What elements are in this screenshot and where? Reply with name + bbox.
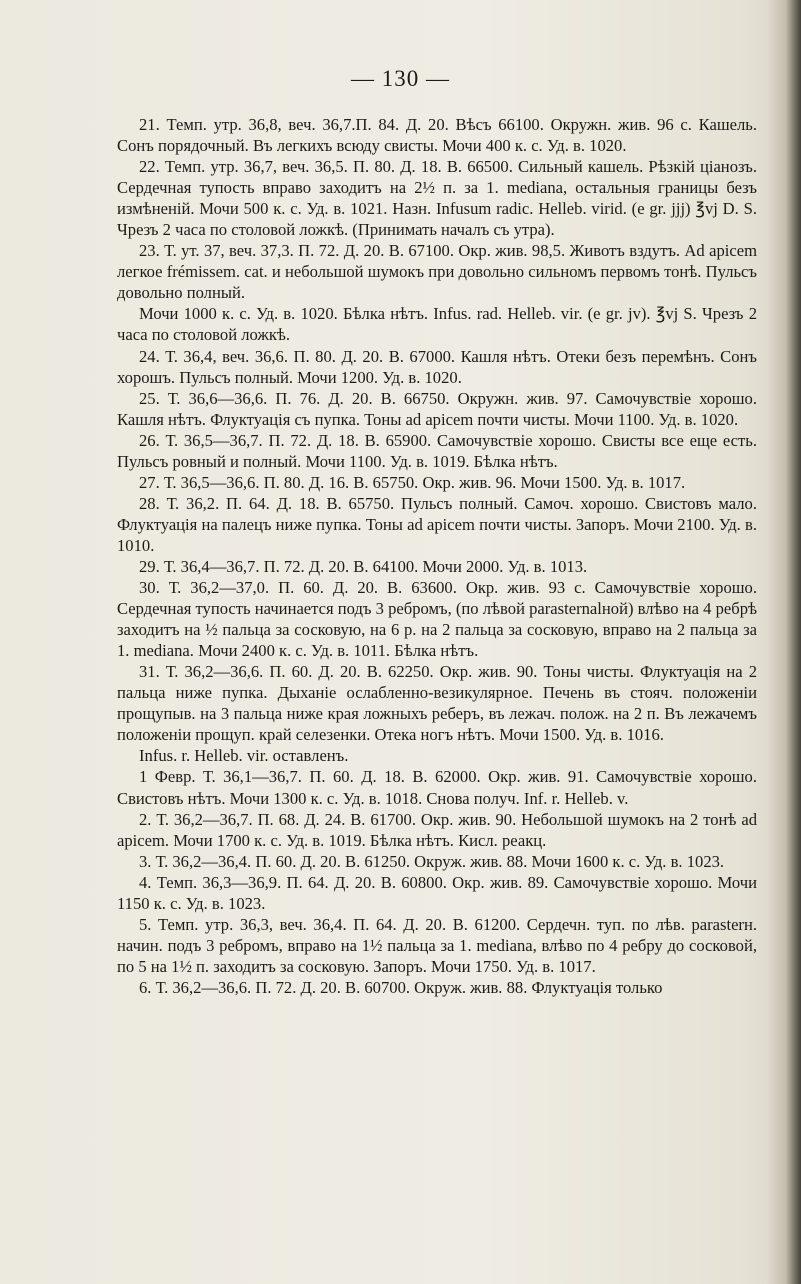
paragraph-entry-24: 24. Т. 36,4, веч. 36,6. П. 80. Д. 20. В. 67000. Кашля нѣтъ. Отеки безъ перемѣнъ. Сонъ хорошъ. Пульсъ полный. Мочи 1200. Уд. в. 1020.: [117, 346, 757, 387]
paragraph-feb-3: 3. Т. 36,2—36,4. П. 60. Д. 20. В. 61250. Окруж. жив. 88. Мочи 1600 к. с. Уд. в. 1023.: [139, 851, 725, 871]
page-number: — 130 —: [351, 66, 450, 91]
paragraph-infusion-note: Infus. r. Helleb. vir. оставленъ.: [139, 746, 349, 766]
paragraph-entry-23-cont: Мочи 1000 к. с. Уд. в. 1020. Бѣлка нѣтъ. Infus. rad. Helleb. vir. (e gr. jv). ℥vj S. Чрезъ 2 часа по столовой ложкѣ.: [117, 304, 757, 345]
paragraph-entry-31: 31. Т. 36,2—36,6. П. 60. Д. 20. В. 62250. Окр. жив. 90. Тоны чисты. Флуктуація на 2 пальца ниже пупка. Дыханіе ослабленно-везикулярное. Печень въ стояч. положеніи прощупыв. на 3 пальца ниже края ложныхъ реберъ, въ лежач. полож. на 2 п. Въ лежачемъ положеніи прощуп. край селезенки. Отека ногъ нѣтъ. Мочи 1500. Уд. в. 1016.: [117, 662, 757, 745]
main-text: [117, 114, 757, 998]
paragraph-feb-6: 6. Т. 36,2—36,6. П. 72. Д. 20. В. 60700. Окруж. жив. 88. Флуктуація только: [139, 977, 663, 997]
paragraph-entry-25: 25. Т. 36,6—36,6. П. 76. Д. 20. В. 66750. Окружн. жив. 97. Самочувствіе хорошо. Кашля нѣтъ. Флуктуація съ пупка. Тоны ad apicem почти чисты. Мочи 1100. Уд. в. 1020.: [117, 388, 757, 429]
paragraph-entry-27: 27. Т. 36,5—36,6. П. 80. Д. 16. В. 65750. Окр. жив. 96. Мочи 1500. Уд. в. 1017.: [139, 472, 686, 492]
paragraph-feb-2: 2. Т. 36,2—36,7. П. 68. Д. 24. В. 61700. Окр. жив. 90. Небольшой шумокъ на 2 тонѣ ad apicem. Мочи 1700 к. с. Уд. в. 1019. Бѣлка нѣтъ. Кисл. реакц.: [117, 809, 757, 850]
paragraph-entry-22: 22. Темп. утр. 36,7, веч. 36,5. П. 80. Д. 18. В. 66500. Сильный кашель. Рѣзкій ціанозъ. Сердечная тупость вправо заходитъ на 2½ п. за 1. mediana, остальныя границы безъ измѣненій. Мочи 500 к. с. Уд. в. 1021. Назн. Infusum radic. Helleb. virid. (e gr. jjj) ℥vj D. S. Чрезъ 2 часа по столовой ложкѣ. (Принимать началъ съ утра).: [117, 157, 757, 240]
paragraph-feb-5: 5. Темп. утр. 36,3, веч. 36,4. П. 64. Д. 20. В. 61200. Сердечн. туп. по лѣв. parasterн. начин. подъ 3 ребромъ, вправо на 1½ пальца за 1. mediana, влѣво по 4 ребру до сосковой, по 5 на 1½ п. заходитъ за сосковую. Запоръ. Мочи 1750. Уд. в. 1017.: [117, 914, 757, 976]
paragraph-entry-26: 26. Т. 36,5—36,7. П. 72. Д. 18. В. 65900. Самочувствіе хорошо. Свисты все еще есть. Пульсъ ровный и полный. Мочи 1100. Уд. в. 1019. Бѣлка нѣтъ.: [117, 430, 757, 471]
paragraph-entry-30: 30. Т. 36,2—37,0. П. 60. Д. 20. В. 63600. Окр. жив. 93 с. Самочувствіе хорошо. Сердечная тупость начинается подъ 3 ребромъ, (по лѣвой parasternalной) влѣво на 4 ребрѣ заходитъ на ½ пальца за сосковую, на 6 р. на 2 пальца за сосковую, вправо на 2 пальца за 1. mediana. Мочи 2400 к. с. Уд. в. 1011. Бѣлка нѣтъ.: [117, 578, 757, 661]
paragraph-entry-28: 28. Т. 36,2. П. 64. Д. 18. В. 65750. Пульсъ полный. Самоч. хорошо. Свистовъ мало. Флуктуація на палецъ ниже пупка. Тоны ad apicem почти чисты. Запоръ. Мочи 2100. Уд. в. 1010.: [117, 493, 757, 555]
paragraph-feb-4: 4. Темп. 36,3—36,9. П. 64. Д. 20. В. 60800. Окр. жив. 89. Самочувствіе хорошо. Мочи 1150 к. с. Уд. в. 1023.: [117, 872, 757, 913]
paragraph-entry-23: 23. Т. ут. 37, веч. 37,3. П. 72. Д. 20. В. 67100. Окр. жив. 98,5. Животъ вздутъ. Ad apicem легкое frémissem. cat. и небольшой шумокъ при довольно сильномъ первомъ тонѣ. Пульсъ довольно полный.: [117, 241, 757, 303]
paragraph-feb-1: 1 Февр. Т. 36,1—36,7. П. 60. Д. 18. В. 62000. Окр. жив. 91. Самочувствіе хорошо. Свистовъ нѣтъ. Мочи 1300 к. с. Уд. в. 1018. Снова получ. Inf. r. Helleb. v.: [117, 767, 757, 808]
paragraph-entry-21: 21. Темп. утр. 36,8, веч. 36,7.П. 84. Д. 20. Вѣсъ 66100. Окружн. жив. 96 с. Кашель. Сонъ порядочный. Въ легкихъ всюду свисты. Мочи 400 к. с. Уд. в. 1020.: [117, 115, 757, 156]
page-spine-shadow: [767, 0, 801, 1284]
paragraph-entry-29: 29. Т. 36,4—36,7. П. 72. Д. 20. В. 64100. Мочи 2000. Уд. в. 1013.: [139, 556, 588, 576]
